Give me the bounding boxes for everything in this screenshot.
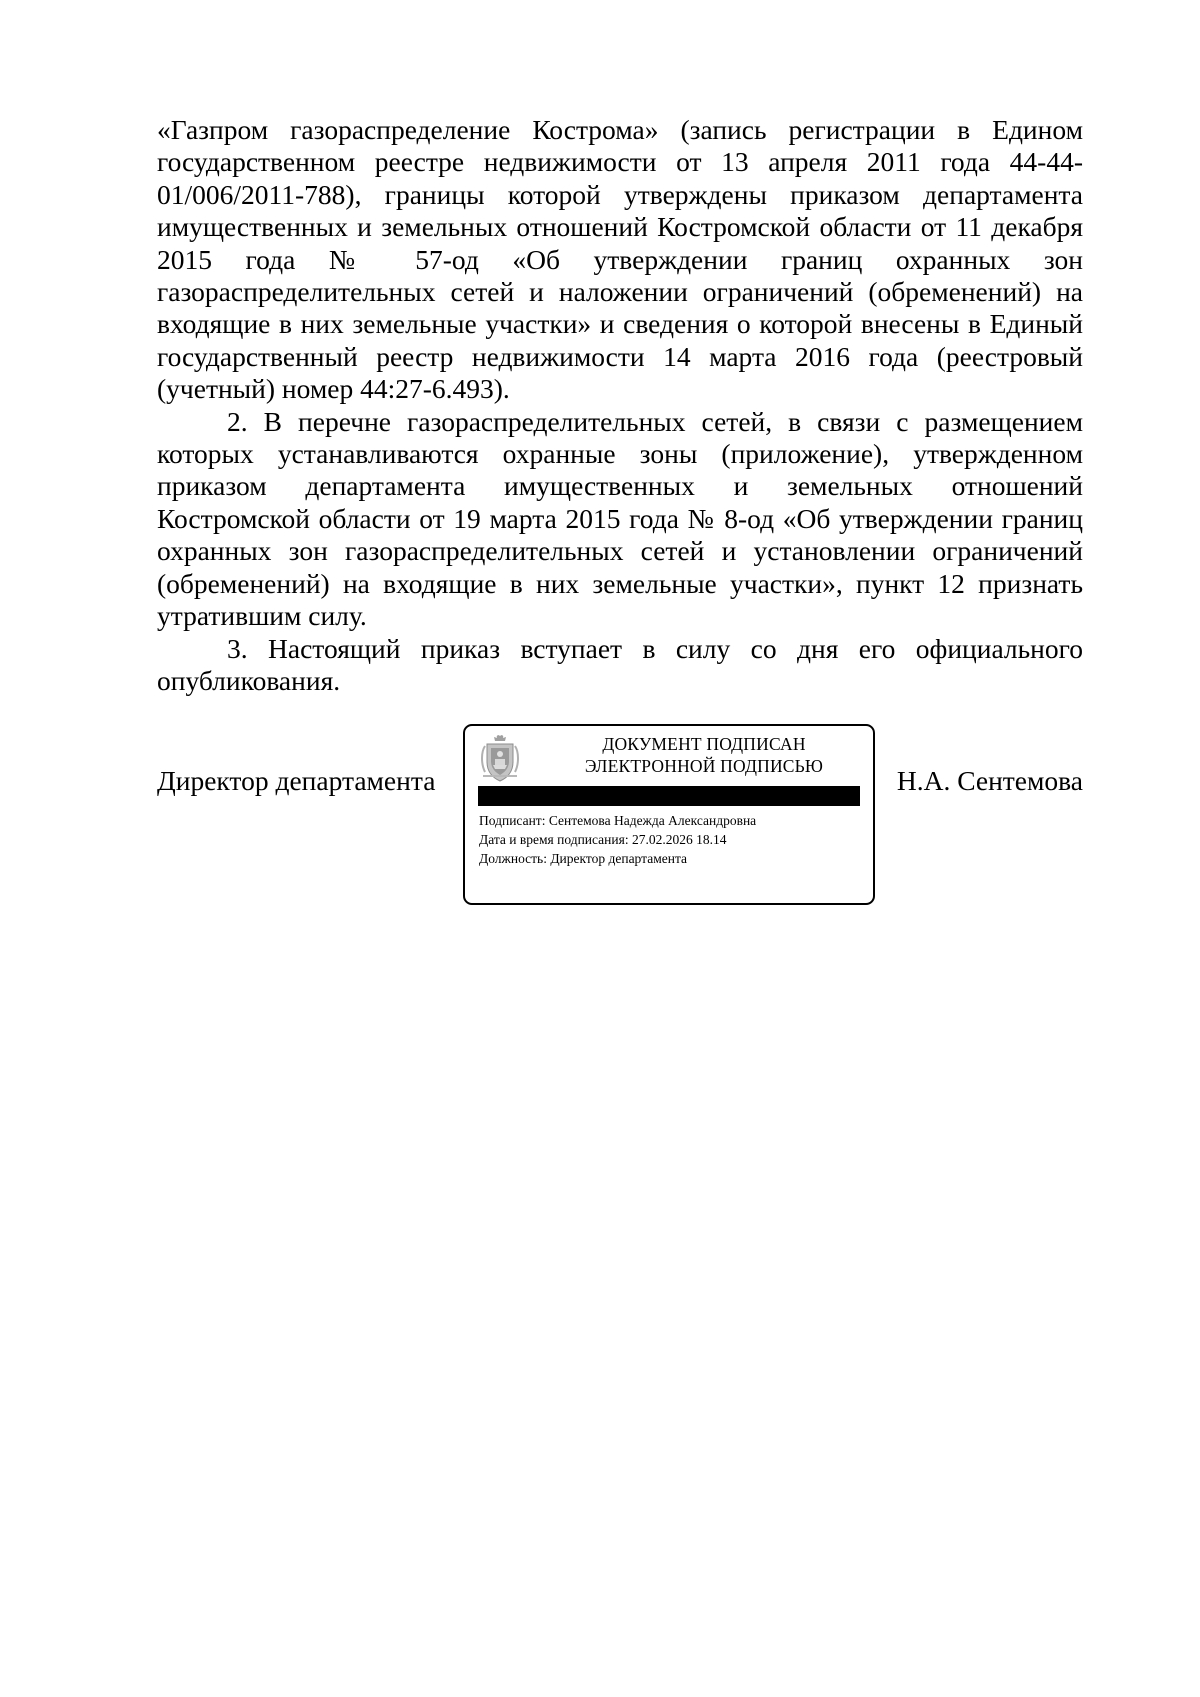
kostroma-coat-of-arms-icon bbox=[479, 732, 521, 784]
paragraph-item-3: 3. Настоящий приказ вступает в силу со дня его официального опубликования. bbox=[157, 632, 1083, 696]
electronic-signature-stamp bbox=[463, 724, 875, 905]
stamp-title bbox=[545, 733, 863, 777]
document-body bbox=[157, 114, 1083, 697]
signatory-position: Директор департамента bbox=[157, 765, 436, 796]
stamp-title-line-1: ДОКУМЕНТ ПОДПИСАН bbox=[602, 734, 806, 754]
stamp-position: Должность: Директор департамента bbox=[479, 851, 688, 866]
signatory-name: Н.А. Сентемова bbox=[896, 765, 1083, 796]
stamp-details bbox=[479, 811, 756, 868]
paragraph-item-2: 2. В перечне газораспределительных сетей, в связи с размещением которых устанавливаются охранные зоны (приложение), утвержденном приказом департамента имущественных и земельных отношений Костромской области от 19 марта 2015 года № 8-од «Об утверждении границ охранных зон газораспределительных сетей и установлении ограничений (обременений) на входящие в них земельные участки», пункт 12 признать утратившим силу. bbox=[157, 405, 1083, 632]
stamp-redaction-bar bbox=[478, 786, 860, 806]
stamp-signer: Подписант: Сентемова Надежда Александровна bbox=[479, 813, 757, 828]
stamp-datetime: Дата и время подписания: 27.02.2026 18.14 bbox=[479, 832, 727, 847]
stamp-title-line-2: ЭЛЕКТРОННОЙ ПОДПИСЬЮ bbox=[584, 756, 824, 776]
paragraph-continuation: «Газпром газораспределение Кострома» (запись регистрации в Едином государственном реестре недвижимости от 13 апреля 2011 года 44-44-01/006/2011-788), границы которой утверждены приказом департамента имущественных и земельных отношений Костромской области от 11 декабря 2015 года № 57-од «Об утверждении границ охранных зон газораспределительных сетей и наложении ограничений (обременений) на входящие в них земельные участки» и сведения о которой внесены в Единый государственный реестр недвижимости 14 марта 2016 года (реестровый (учетный) номер 44:27-6.493). bbox=[157, 114, 1083, 405]
